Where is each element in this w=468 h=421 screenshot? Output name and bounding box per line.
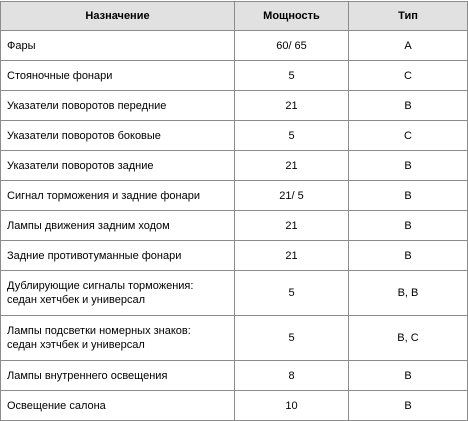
lamp-type-cell: B [349, 151, 468, 181]
lamp-power-cell: 60/ 65 [235, 31, 349, 61]
lamp-type-cell: B [349, 181, 468, 211]
lamp-name-cell: Лампы движения задним ходом [1, 211, 235, 241]
lamp-type-cell: B, B [349, 271, 468, 316]
lamp-type-cell: B, C [349, 316, 468, 361]
lamp-power-cell: 21/ 5 [235, 181, 349, 211]
table-row [1, 241, 468, 271]
column-header-type: Тип [349, 2, 468, 31]
lamp-type-cell: C [349, 61, 468, 91]
table-row [1, 31, 468, 61]
lamp-power-cell: 10 [235, 391, 349, 421]
table-header-row [1, 2, 468, 31]
lamp-type-cell: B [349, 391, 468, 421]
lamp-name-cell: Лампы внутреннего освещения [1, 361, 235, 391]
lamp-name-cell: Указатели поворотов передние [1, 91, 235, 121]
lamp-name-cell: Стояночные фонари [1, 61, 235, 91]
lamp-name-cell: Указатели поворотов задние [1, 151, 235, 181]
lamp-name-cell: Задние противотуманные фонари [1, 241, 235, 271]
lamp-name-cell: Сигнал торможения и задние фонари [1, 181, 235, 211]
table-row [1, 211, 468, 241]
table-row [1, 151, 468, 181]
lamp-power-cell: 5 [235, 271, 349, 316]
lamp-name-line-2: седан хэтчбек и универсал [7, 339, 145, 351]
lamp-name-line-1: Лампы подсветки номерных знаков: [7, 325, 191, 337]
lamp-power-cell: 21 [235, 241, 349, 271]
lamp-spec-table [0, 1, 468, 421]
lamp-power-cell: 5 [235, 61, 349, 91]
lamp-power-cell: 5 [235, 121, 349, 151]
lamp-type-cell: B [349, 361, 468, 391]
lamp-type-cell: B [349, 91, 468, 121]
column-header-power: Мощность [235, 2, 349, 31]
lamp-name-line-2: седан хетчбек и универсал [7, 294, 146, 306]
lamp-type-cell: A [349, 31, 468, 61]
lamp-name-cell: Освещение салона [1, 391, 235, 421]
lamp-name-cell: Фары [1, 31, 235, 61]
lamp-power-cell: 21 [235, 211, 349, 241]
table-row [1, 121, 468, 151]
lamp-name-cell [1, 316, 235, 361]
lamp-name-line-1: Дублирующие сигналы торможения: [7, 280, 194, 292]
table-row [1, 91, 468, 121]
table-row [1, 391, 468, 421]
lamp-power-cell: 21 [235, 91, 349, 121]
table-row [1, 271, 468, 316]
table-row [1, 361, 468, 391]
column-header-name: Назначение [1, 2, 235, 31]
lamp-name-cell: Указатели поворотов боковые [1, 121, 235, 151]
lamp-power-cell: 5 [235, 316, 349, 361]
table-row [1, 61, 468, 91]
lamp-type-cell: B [349, 241, 468, 271]
lamp-type-cell: C [349, 121, 468, 151]
table-row [1, 181, 468, 211]
table-row [1, 316, 468, 361]
lamp-type-cell: B [349, 211, 468, 241]
lamp-power-cell: 21 [235, 151, 349, 181]
lamp-power-cell: 8 [235, 361, 349, 391]
lamp-name-cell [1, 271, 235, 316]
